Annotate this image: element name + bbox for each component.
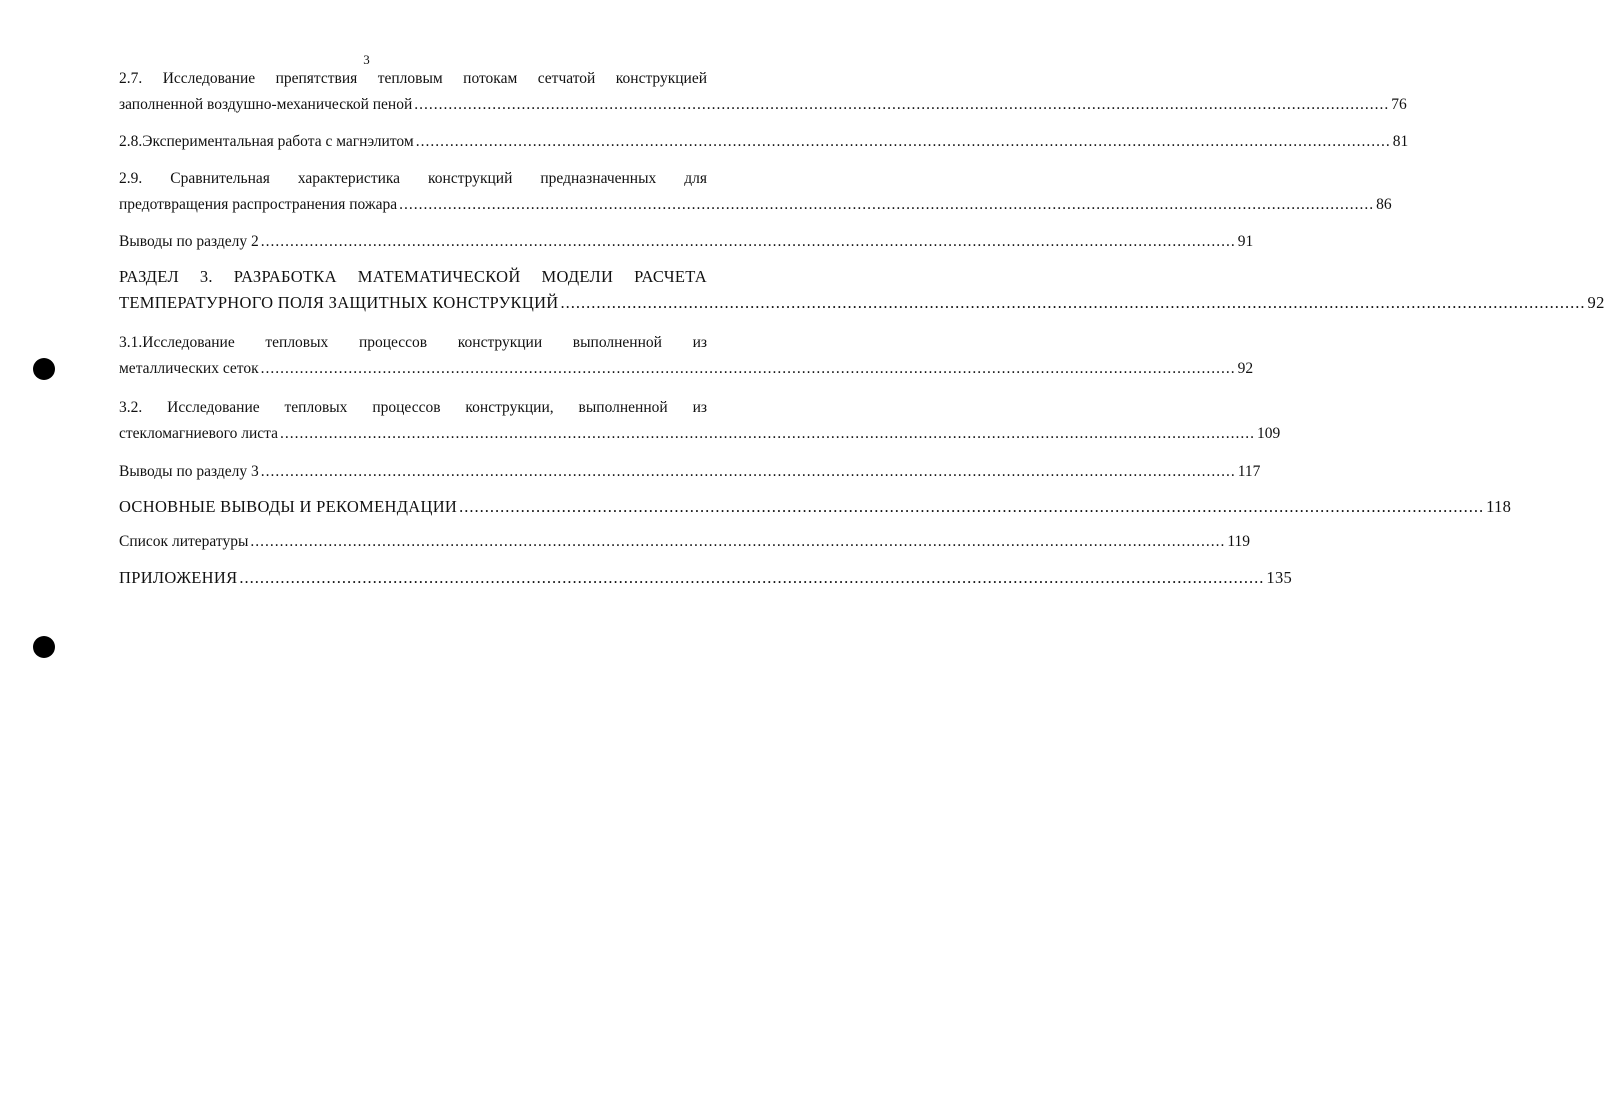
toc-entry-label: металлических сеток [119,360,259,377]
toc-entry-conclusions-3[interactable] [119,459,1261,485]
toc-entry-label: предотвращения распространения пожара [119,196,398,213]
leader-dots: ........................................................................................................................................................................................................ [239,568,1265,587]
punch-hole-mark [33,358,55,380]
leader-dots: ........................................................................................................................................................................................................ [260,360,1236,377]
leader-dots: ........................................................................................................................................................................................................ [260,463,1236,480]
toc-entry-section-3[interactable] [119,264,1605,316]
toc-entry-text: 3.1.Исследование тепловых процессов конструкции выполненной из [119,334,707,351]
leader-dots: ........................................................................................................................................................................................................ [250,533,1226,550]
toc-page-number: 118 [1486,497,1512,516]
leader-dots: ........................................................................................................................................................................................................ [399,196,1375,213]
toc-page-number: 117 [1237,463,1261,480]
toc-entry-label: 2.8.Экспериментальная работа с магнэлитом [119,133,414,150]
toc-entry-label: Выводы по разделу 3 [119,463,259,480]
toc-entry-2-9[interactable] [119,166,1392,218]
leader-dots: ........................................................................................................................................................................................................ [260,233,1236,250]
toc-entry-label: Выводы по разделу 2 [119,233,259,250]
toc-entry-label: ОСНОВНЫЕ ВЫВОДЫ И РЕКОМЕНДАЦИИ [119,497,458,516]
punch-hole-mark [33,636,55,658]
leader-dots: ........................................................................................................................................................................................................ [459,497,1485,516]
toc-page-number: 81 [1392,133,1409,150]
leader-dots: ........................................................................................................................................................................................................ [414,96,1390,113]
leader-dots: ........................................................................................................................................................................................................ [560,293,1586,312]
toc-entry-text: 2.7. Исследование препятствия тепловым потокам сетчатой конструкцией [119,70,707,87]
toc-entry-conclusions-2[interactable] [119,229,1254,255]
toc-page-number: 109 [1256,425,1281,442]
leader-dots: ........................................................................................................................................................................................................ [415,133,1391,150]
toc-entry-text: 3.2. Исследование тепловых процессов конструкции, выполненной из [119,399,707,416]
toc-entry-main-conclusions[interactable] [119,494,1512,520]
toc-page-number: 76 [1391,96,1407,113]
leader-dots: ........................................................................................................................................................................................................ [279,425,1255,442]
toc-entry-references[interactable] [119,529,1251,555]
toc-entry-appendices[interactable] [119,565,1293,591]
toc-entry-text: 2.9. Сравнительная характеристика конструкций предназначенных для [119,170,707,187]
toc-entry-2-8[interactable] [119,129,1409,155]
toc-entry-label: ПРИЛОЖЕНИЯ [119,568,238,587]
toc-entry-3-1[interactable] [119,330,1254,382]
toc-entry-2-7[interactable] [119,66,1407,118]
toc-page-number: 92 [1237,360,1254,377]
toc-page-number: 86 [1376,196,1392,213]
toc-entry-label: ТЕМПЕРАТУРНОГО ПОЛЯ ЗАЩИТНЫХ КОНСТРУКЦИЙ [119,293,559,312]
toc-entry-label: Список литературы [119,533,249,550]
toc-entry-text: РАЗДЕЛ 3. РАЗРАБОТКА МАТЕМАТИЧЕСКОЙ МОДЕЛИ РАСЧЕТА [119,267,707,286]
toc-page-number: 135 [1266,568,1293,587]
toc-entry-3-2[interactable] [119,395,1281,447]
page-number: 3 [363,52,370,67]
toc-entry-label: заполненной воздушно-механической пеной [119,96,413,113]
toc-page-number: 91 [1237,233,1254,250]
toc-page-number: 119 [1227,533,1251,550]
toc-page-number: 92 [1587,293,1605,312]
toc-entry-label: стекломагниевого листа [119,425,278,442]
